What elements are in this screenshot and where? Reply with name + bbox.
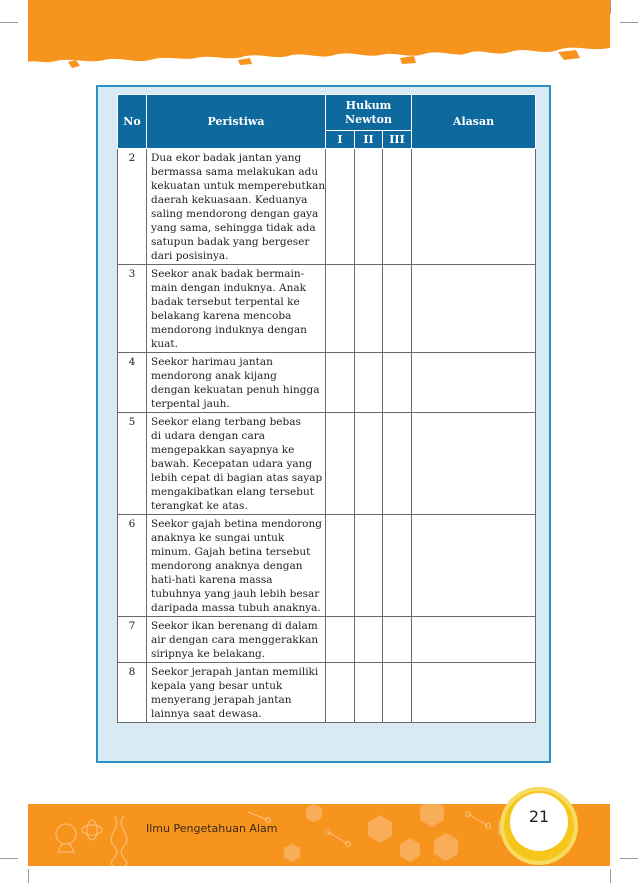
law-3-cell[interactable]: [383, 617, 412, 663]
table-row: [118, 353, 536, 413]
law-3-cell[interactable]: [383, 413, 412, 515]
law-1-cell[interactable]: [326, 265, 355, 353]
event-text-line: menyerang jerapah jantan: [151, 694, 292, 706]
law-2-cell[interactable]: [355, 515, 383, 617]
header-law-2: II: [355, 131, 383, 149]
crop-mark: [610, 0, 611, 14]
event-description: [147, 149, 326, 265]
event-text-line: di udara dengan cara: [151, 430, 265, 442]
event-text-line: mengakibatkan elang tersebut: [151, 486, 314, 498]
page-number: 21: [528, 807, 550, 826]
law-2-cell[interactable]: [355, 663, 383, 723]
event-description: [147, 353, 326, 413]
header-no: No: [118, 95, 147, 149]
header-law-line2: Newton: [345, 112, 392, 126]
event-text-line: daripada massa tubuh anaknya.: [151, 602, 321, 614]
crop-mark: [620, 858, 638, 859]
event-text-line: mendorong anak kijang: [151, 370, 277, 382]
law-2-cell[interactable]: [355, 149, 383, 265]
reason-cell[interactable]: [412, 413, 536, 515]
reason-cell[interactable]: [412, 663, 536, 723]
law-3-cell[interactable]: [383, 353, 412, 413]
event-text-line: Seekor harimau jantan: [151, 356, 273, 368]
event-text-line: dengan kekuatan penuh hingga: [151, 384, 320, 396]
law-2-cell[interactable]: [355, 413, 383, 515]
event-text-line: lebih cepat di bagian atas sayap: [151, 472, 323, 484]
row-number: 8: [118, 663, 147, 723]
event-text-line: air dengan cara menggerakkan: [151, 634, 319, 646]
page-number-inner: [510, 793, 568, 851]
event-text-line: hati-hati karena massa: [151, 574, 273, 586]
event-text-line: main dengan induknya. Anak: [151, 282, 307, 294]
header-newton-law: [326, 95, 412, 131]
law-2-cell[interactable]: [355, 617, 383, 663]
event-text-line: Seekor ikan berenang di dalam: [151, 620, 318, 632]
event-description: [147, 663, 326, 723]
law-1-cell[interactable]: [326, 413, 355, 515]
row-number: 7: [118, 617, 147, 663]
header-event: Peristiwa: [147, 95, 326, 149]
table-row: [118, 265, 536, 353]
event-text-line: Seekor anak badak bermain-: [151, 268, 305, 280]
table-row: [118, 617, 536, 663]
event-text-line: kuat.: [151, 338, 178, 350]
event-text-line: saling mendorong dengan gaya: [151, 208, 319, 220]
reason-cell[interactable]: [412, 617, 536, 663]
event-text-line: Seekor gajah betina mendorong: [151, 518, 322, 530]
law-2-cell[interactable]: [355, 353, 383, 413]
event-text-line: daerah kekuasaan. Keduanya: [151, 194, 308, 206]
event-text-line: dari posisinya.: [151, 250, 229, 262]
table-row: [118, 413, 536, 515]
event-text-line: terangkat ke atas.: [151, 500, 248, 512]
top-orange-band: [28, 0, 610, 76]
event-text-line: Seekor elang terbang bebas: [151, 416, 301, 428]
event-text-line: Seekor jerapah jantan memiliki: [151, 666, 319, 678]
event-text-line: siripnya ke belakang.: [151, 648, 266, 660]
law-1-cell[interactable]: [326, 663, 355, 723]
crop-mark: [28, 869, 29, 883]
law-1-cell[interactable]: [326, 353, 355, 413]
row-number: 3: [118, 265, 147, 353]
header-law-1: I: [326, 131, 355, 149]
event-text-line: minum. Gajah betina tersebut: [151, 546, 311, 558]
law-1-cell[interactable]: [326, 617, 355, 663]
event-text-line: mengepakkan sayapnya ke: [151, 444, 295, 456]
reason-cell[interactable]: [412, 353, 536, 413]
header-law-3: III: [383, 131, 412, 149]
event-description: [147, 265, 326, 353]
reason-cell[interactable]: [412, 149, 536, 265]
event-text-line: badak tersebut terpental ke: [151, 296, 300, 308]
event-text-line: tubuhnya yang jauh lebih besar: [151, 588, 320, 600]
crop-mark: [610, 869, 611, 883]
table-row: [118, 515, 536, 617]
event-text-line: yang sama, sehingga tidak ada: [151, 222, 316, 234]
event-text-line: mendorong induknya dengan: [151, 324, 307, 336]
row-number: 5: [118, 413, 147, 515]
law-1-cell[interactable]: [326, 149, 355, 265]
event-description: [147, 617, 326, 663]
event-text-line: anaknya ke sungai untuk: [151, 532, 285, 544]
table-row: [118, 149, 536, 265]
event-text-line: mendorong anaknya dengan: [151, 560, 303, 572]
reason-cell[interactable]: [412, 515, 536, 617]
event-text-line: bawah. Kecepatan udara yang: [151, 458, 313, 470]
crop-mark: [0, 22, 18, 23]
row-number: 6: [118, 515, 147, 617]
event-text-line: bermassa sama melakukan adu: [151, 166, 319, 178]
header-law-line1: Hukum: [345, 98, 392, 112]
law-3-cell[interactable]: [383, 149, 412, 265]
event-text-line: Dua ekor badak jantan yang: [151, 152, 302, 164]
header-reason: Alasan: [412, 95, 536, 149]
crop-mark: [0, 858, 18, 859]
row-number: 4: [118, 353, 147, 413]
event-text-line: belakang karena mencoba: [151, 310, 292, 322]
event-text-line: kekuatan untuk memperebutkan: [151, 180, 326, 192]
crop-mark: [620, 22, 638, 23]
row-number: 2: [118, 149, 147, 265]
law-2-cell[interactable]: [355, 265, 383, 353]
book-title: Ilmu Pengetahuan Alam: [146, 822, 278, 835]
table-row: [118, 663, 536, 723]
newton-law-table: [117, 94, 536, 723]
reason-cell[interactable]: [412, 265, 536, 353]
event-text-line: lainnya saat dewasa.: [151, 708, 262, 720]
law-3-cell[interactable]: [383, 265, 412, 353]
event-text-line: terpental jauh.: [151, 398, 230, 410]
event-text-line: kepala yang besar untuk: [151, 680, 283, 692]
event-description: [147, 413, 326, 515]
event-text-line: satupun badak yang bergeser: [151, 236, 310, 248]
event-description: [147, 515, 326, 617]
law-3-cell[interactable]: [383, 663, 412, 723]
page-number-badge: [500, 787, 578, 865]
law-3-cell[interactable]: [383, 515, 412, 617]
law-1-cell[interactable]: [326, 515, 355, 617]
